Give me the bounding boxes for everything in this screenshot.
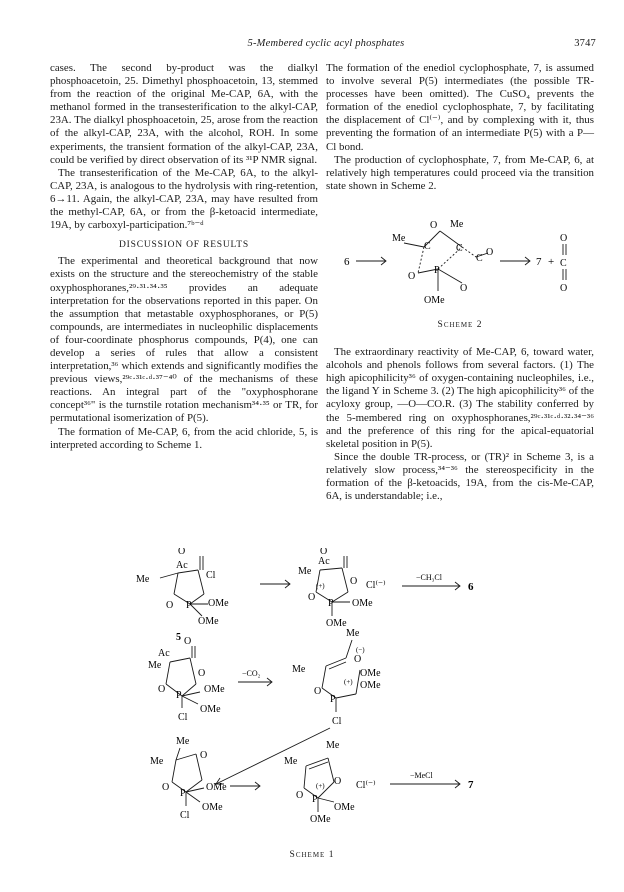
scheme2-o: O (408, 270, 416, 282)
scheme2-o: O (486, 246, 494, 258)
atom-o: O (158, 684, 166, 695)
scheme2-me: Me (450, 218, 464, 230)
atom-o: O (334, 776, 342, 787)
scheme-2-figure (326, 199, 594, 317)
scheme2-product: 7 (536, 255, 542, 268)
scheme2-c: C (424, 240, 431, 252)
right-column (326, 62, 594, 503)
scheme2-reactant: 6 (344, 255, 350, 268)
atom-me: Me (326, 740, 340, 751)
atom-me: Me (148, 660, 162, 671)
atom-o: O (354, 654, 362, 665)
atom-ome: OMe (360, 668, 381, 679)
atom-me: Me (346, 628, 360, 639)
atom-ac: Ac (176, 560, 188, 571)
scheme2-c: C (560, 257, 567, 269)
product-number: 6 (468, 581, 474, 593)
atom-o: O (296, 790, 304, 801)
paragraph: Since the double TR-process, or (TR)² in Scheme 3, is a relatively slow process,³⁴⁻³⁶ the stereospecificity in the formation of the β-ketoacids, 19A, from the cis-Me-CAP, 6A, is understandable; i.e., (326, 450, 594, 503)
compound-number: 5 (176, 632, 181, 643)
atom-o: O (198, 668, 206, 679)
running-title: 5-Membered cyclic acyl phosphates (247, 38, 405, 49)
reagent-label: −MeCl (410, 771, 433, 780)
scheme-1-drawing (120, 548, 520, 848)
scheme2-me: Me (392, 232, 406, 244)
reagent-label: −CH₃Cl (416, 573, 442, 582)
atom-ac: Ac (318, 556, 330, 567)
scheme2-o: O (430, 219, 438, 231)
atom-me: Me (136, 574, 150, 585)
atom-o: O (200, 750, 208, 761)
atom-p: P (328, 598, 334, 609)
chloride-ion: Cl⁽⁻⁾ (356, 780, 376, 791)
atom-me: Me (298, 566, 312, 577)
atom-o: O (162, 782, 170, 793)
scheme-2-drawing (326, 199, 594, 317)
paragraph: The production of cyclophosphate, 7, from Me-CAP, 6, at relatively high temperatures could proceed via the transition state shown in Scheme 2. (326, 153, 594, 192)
page-header (48, 38, 604, 52)
product-number: 7 (468, 779, 474, 791)
reagent-label: −CO₂ (242, 669, 261, 678)
section-title: DISCUSSION OF RESULTS (119, 240, 249, 251)
scheme2-o: O (460, 282, 468, 294)
atom-ome: OMe (360, 680, 381, 691)
atom-ome: OMe (204, 684, 225, 695)
atom-ome: OMe (352, 598, 373, 609)
scheme2-o: O (560, 232, 568, 244)
atom-cl: Cl (332, 716, 342, 727)
atom-cl: Cl (206, 570, 216, 581)
atom-ome: OMe (326, 618, 347, 629)
atom-p: P (330, 694, 336, 705)
atom-o: O (350, 576, 358, 587)
scheme-2-label: Scheme 2 (437, 319, 483, 330)
atom-cl: Cl (180, 810, 190, 821)
left-column (50, 62, 318, 452)
atom-ome: OMe (334, 802, 355, 813)
atom-ome: OMe (206, 782, 227, 793)
scheme2-ome: OMe (424, 294, 445, 306)
atom-ac: Ac (158, 648, 170, 659)
charge-label: (+) (316, 582, 325, 590)
atom-o: O (178, 548, 186, 557)
page-number: 3747 (574, 38, 596, 49)
atom-o: O (308, 592, 316, 603)
atom-ome: OMe (198, 616, 219, 627)
paragraph: The transesterification of the Me-CAP, 6A, to the alkyl-CAP, 23A, is analogous to the hydrolysis with ring-retention, 6→11. Again, the alkyl-CAP, 23A, may have resulted from the methyl-CAP, 6A, or from the β-ketoacid intermediate, 19A, by carboxyl-participation.⁷ᵇ⁻ᵈ (50, 166, 318, 232)
atom-ome: OMe (208, 598, 229, 609)
scheme2-c: C (456, 242, 463, 254)
atom-ome: OMe (202, 802, 223, 813)
atom-me: Me (150, 756, 164, 767)
atom-ome: OMe (310, 814, 331, 825)
atom-p: P (186, 600, 192, 611)
paragraph: cases. The second by-product was the dialkyl phosphoacetoin, 25. Dimethyl phosphoacetoin, 13, stemmed from the reaction of the original Me-CAP, 6A, with the methanol formed in the transesterification to the alkyl-CAP, 23A. The dialkyl phosphoacetoin, 25, arose from the reaction of the alkyl-CAP, 23A, with the alcohol, ROH. In some experiments, the transient formation of the alkyl-CAP, 23A, could be verified by direct observation of its ³¹P NMR signal. (50, 62, 318, 166)
atom-o: O (320, 548, 328, 557)
atom-me: Me (292, 664, 306, 675)
atom-me: Me (284, 756, 298, 767)
atom-o: O (314, 686, 322, 697)
atom-o: O (166, 600, 174, 611)
atom-p: P (180, 788, 186, 799)
scheme2-p: P (434, 264, 440, 276)
scheme2-plus: + (548, 255, 555, 268)
atom-p: P (312, 794, 318, 805)
chloride-ion: Cl⁽⁻⁾ (366, 580, 386, 591)
charge-label: (−) (356, 646, 365, 654)
scheme2-c: C (476, 252, 483, 264)
atom-ome: OMe (200, 704, 221, 715)
atom-cl: Cl (178, 712, 188, 723)
atom-o: O (184, 636, 192, 647)
charge-label: (+) (316, 782, 325, 790)
charge-label: (+) (344, 678, 353, 686)
paragraph: The formation of the enediol cyclophosphate, 7, is assumed to involve several P(5) intermediates (the possible TR-processes have been omitted). The CuSO₄ prevents the formation of the enediol cyclophosphate, 7, by facilitating the displacement of Cl⁽⁻⁾, and by complexing with it, thus preventing the formation of an intermediate P(5) with a P—Cl bond. (326, 62, 594, 153)
atom-me: Me (176, 736, 190, 747)
paragraph: The formation of Me-CAP, 6, from the acid chloride, 5, is interpreted according to Scheme 1. (50, 425, 318, 451)
atom-p: P (176, 690, 182, 701)
scheme2-o: O (560, 282, 568, 294)
scheme-1-label: Scheme 1 (289, 850, 335, 860)
paragraph: The experimental and theoretical background that now exists on the structure and the stereochemistry of the stable oxyphosphoranes,²⁹·³¹·³⁴·³⁵ provides an adequate interpretation for the observations reported in this paper. On the assumption that metastable oxyphosphoranes, or P(5) compounds, are intermediates in nucleophilic displacements of four-coordinate phosphorus compounds, P(4), one can develop a series of rules that allow a consistent interpretation,³⁶ which extends and significantly modifies the previous views,²⁹ᶜ·³¹ᶜ·ᵈ·³⁷⁻⁴⁰ of the mechanisms of these reactions. An integral part of the "oxyphosphorane concept³⁶" is the turnstile rotation mechanism³⁴·³⁵ or TR, for permutational isomerization of P(5). (50, 255, 318, 425)
paragraph: The extraordinary reactivity of Me-CAP, 6, toward water, alcohols and phenols follows from several factors. (1) The high apicophilicity³⁶ of oxygen-containing nucleophiles, i.e., the ligand Y in Scheme 3. (2) The high apicophilicity³⁶ of the acyloxy group, —O—CO.R. (3) The stability conferred by the 5-membered ring on oxyphosphoranes,²⁹ᶜ·³¹ᶜ·ᵈ·³²·³⁴⁻³⁶ and the preference of this ring for the apical-equatorial skeletal position in P(5). (326, 346, 594, 450)
